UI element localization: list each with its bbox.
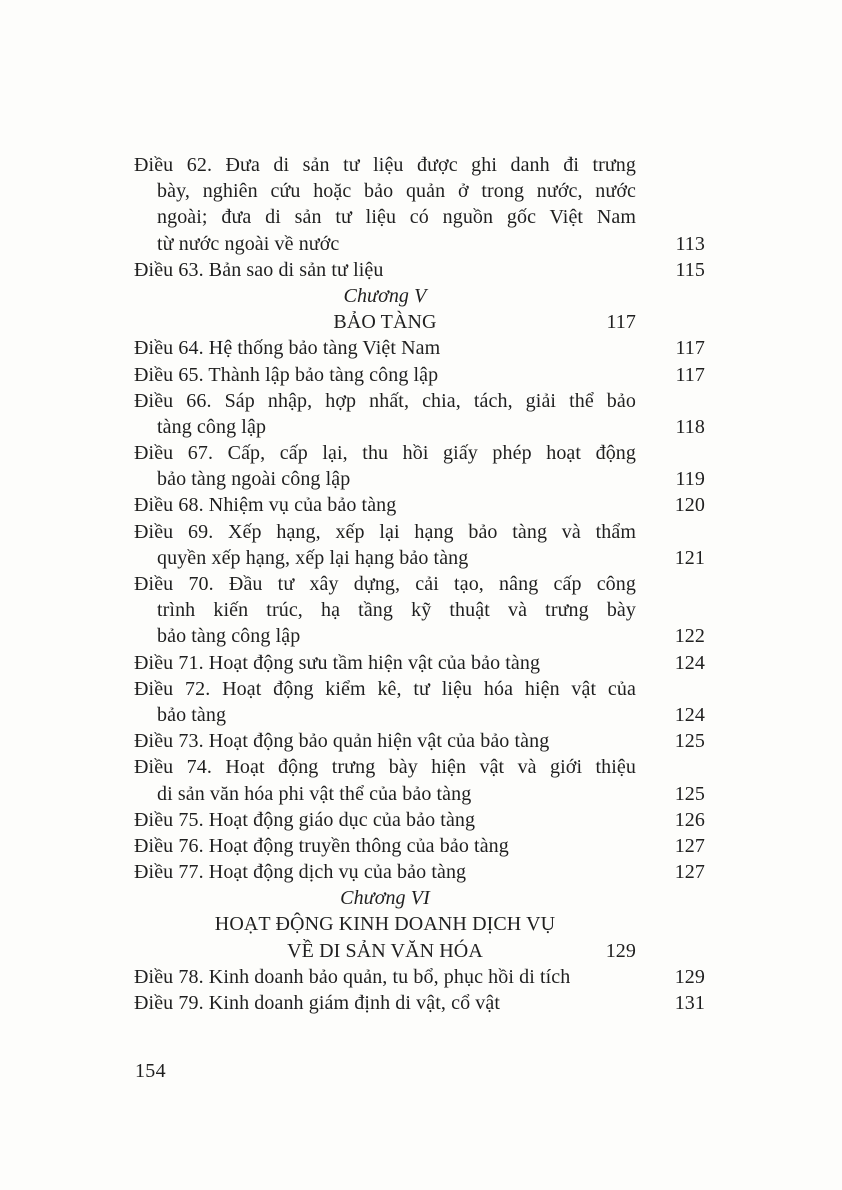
page-footer bbox=[135, 1058, 166, 1084]
toc-entry-line bbox=[134, 335, 705, 361]
entry-page-number: 117 bbox=[606, 311, 636, 334]
entry-text: Điều 67. Cấp, cấp lại, thu hồi giấy phép hoạt động bbox=[134, 442, 636, 465]
toc-entry-line bbox=[134, 362, 705, 388]
toc-entry-line bbox=[134, 623, 705, 649]
toc-entry-line bbox=[134, 466, 705, 492]
entry-text: Điều 66. Sáp nhập, hợp nhất, chia, tách, giải thể bảo bbox=[134, 389, 636, 412]
entry-page-number: 125 bbox=[674, 730, 705, 753]
entry-text: từ nước ngoài về nước bbox=[157, 232, 340, 255]
chapter-text: Chương V bbox=[343, 284, 427, 307]
chapter-title-line bbox=[134, 911, 636, 937]
toc-entry-line bbox=[134, 807, 705, 833]
entry-text: Điều 75. Hoạt động giáo dục của bảo tàng bbox=[134, 808, 476, 831]
entry-text: trình kiến trúc, hạ tầng kỹ thuật và trưng bày bbox=[157, 599, 636, 622]
entry-text: Điều 74. Hoạt động trưng bày hiện vật và giới thiệu bbox=[134, 756, 636, 779]
entry-text: Điều 77. Hoạt động dịch vụ của bảo tàng bbox=[134, 861, 467, 884]
toc-entry-line bbox=[134, 545, 705, 571]
entry-page-number: 117 bbox=[675, 337, 705, 360]
entry-text: Điều 73. Hoạt động bảo quản hiện vật của bảo tàng bbox=[134, 730, 550, 753]
toc-entry-line bbox=[134, 231, 705, 257]
toc-entry-line bbox=[134, 781, 705, 807]
toc-entry-line bbox=[134, 257, 705, 283]
toc-entry-line bbox=[134, 990, 705, 1016]
entry-text: Điều 64. Hệ thống bảo tàng Việt Nam bbox=[134, 337, 441, 360]
entry-page-number: 127 bbox=[674, 861, 705, 884]
entry-text: Điều 78. Kinh doanh bảo quản, tu bổ, phục hồi di tích bbox=[134, 965, 571, 988]
toc-entry-line bbox=[134, 178, 636, 204]
entry-text: ngoài; đưa di sản tư liệu có nguồn gốc Việt Nam bbox=[157, 206, 636, 229]
entry-text: Điều 70. Đầu tư xây dựng, cải tạo, nâng cấp công bbox=[134, 573, 636, 595]
entry-page-number: 113 bbox=[675, 232, 705, 255]
entry-text: Điều 76. Hoạt động truyền thông của bảo tàng bbox=[134, 834, 509, 857]
entry-page-number: 124 bbox=[674, 703, 705, 726]
toc-entry-line bbox=[134, 859, 705, 885]
toc-entry-line bbox=[134, 702, 705, 728]
entry-page-number: 121 bbox=[674, 546, 705, 569]
chapter-label-line bbox=[134, 283, 636, 309]
chapter-text: BẢO TÀNG bbox=[333, 311, 437, 334]
entry-page-number: 129 bbox=[605, 939, 636, 962]
chapter-text: VỀ DI SẢN VĂN HÓA bbox=[287, 939, 483, 962]
entry-page-number: 126 bbox=[674, 808, 705, 831]
entry-text: di sản văn hóa phi vật thể của bảo tàng bbox=[157, 782, 472, 805]
entry-text: bày, nghiên cứu hoặc bảo quản ở trong nước, nước bbox=[157, 180, 636, 203]
toc-entry-line bbox=[134, 728, 705, 754]
entry-page-number: 129 bbox=[674, 965, 705, 988]
entry-text: quyền xếp hạng, xếp lại hạng bảo tàng bbox=[157, 546, 469, 569]
entry-text: Điều 62. Đưa di sản tư liệu được ghi danh đi trưng bbox=[134, 154, 636, 176]
toc-entry-line bbox=[134, 650, 705, 676]
entry-page-number: 127 bbox=[674, 834, 705, 857]
chapter-label-line bbox=[134, 885, 636, 911]
chapter-title-line bbox=[134, 309, 636, 335]
table-of-contents bbox=[134, 152, 705, 1016]
toc-entry-line bbox=[134, 492, 705, 518]
entry-page-number: 125 bbox=[674, 782, 705, 805]
entry-text: Điều 63. Bản sao di sản tư liệu bbox=[134, 258, 384, 281]
toc-entry-line bbox=[134, 519, 636, 545]
toc-entry-line bbox=[134, 676, 636, 702]
entry-text: tàng công lập bbox=[157, 415, 267, 438]
toc-entry-line bbox=[134, 204, 636, 230]
entry-text: Điều 79. Kinh doanh giám định di vật, cổ vật bbox=[134, 992, 501, 1014]
entry-text: bảo tàng ngoài công lập bbox=[157, 468, 351, 491]
entry-page-number: 124 bbox=[674, 651, 705, 674]
toc-entry-line bbox=[134, 571, 636, 597]
entry-text: Điều 68. Nhiệm vụ của bảo tàng bbox=[134, 494, 397, 517]
entry-page-number: 117 bbox=[675, 363, 705, 386]
toc-entry-line bbox=[134, 597, 636, 623]
toc-entry-line bbox=[134, 388, 636, 414]
entry-text: bảo tàng công lập bbox=[157, 625, 301, 648]
entry-page-number: 115 bbox=[675, 258, 705, 281]
entry-page-number: 119 bbox=[675, 468, 705, 491]
toc-entry-line bbox=[134, 833, 705, 859]
entry-page-number: 122 bbox=[674, 625, 705, 648]
entry-text: bảo tàng bbox=[157, 703, 227, 726]
toc-entry-line bbox=[134, 440, 636, 466]
chapter-text: Chương VI bbox=[340, 887, 430, 910]
toc-entry-line bbox=[134, 152, 636, 178]
chapter-title-line bbox=[134, 938, 636, 964]
entry-page-number: 120 bbox=[674, 494, 705, 517]
chapter-text: HOẠT ĐỘNG KINH DOANH DỊCH VỤ bbox=[214, 913, 556, 936]
toc-entry-line bbox=[134, 964, 705, 990]
toc-entry-line bbox=[134, 754, 636, 780]
entry-text: Điều 71. Hoạt động sưu tầm hiện vật của bảo tàng bbox=[134, 651, 541, 674]
entry-page-number: 131 bbox=[674, 992, 705, 1014]
entry-text: Điều 72. Hoạt động kiểm kê, tư liệu hóa hiện vật của bbox=[134, 677, 636, 700]
entry-text: Điều 69. Xếp hạng, xếp lại hạng bảo tàng và thẩm bbox=[134, 520, 636, 543]
page-number: 154 bbox=[135, 1060, 166, 1082]
entry-text: Điều 65. Thành lập bảo tàng công lập bbox=[134, 363, 439, 386]
toc-entry-line bbox=[134, 414, 705, 440]
entry-page-number: 118 bbox=[675, 415, 705, 438]
